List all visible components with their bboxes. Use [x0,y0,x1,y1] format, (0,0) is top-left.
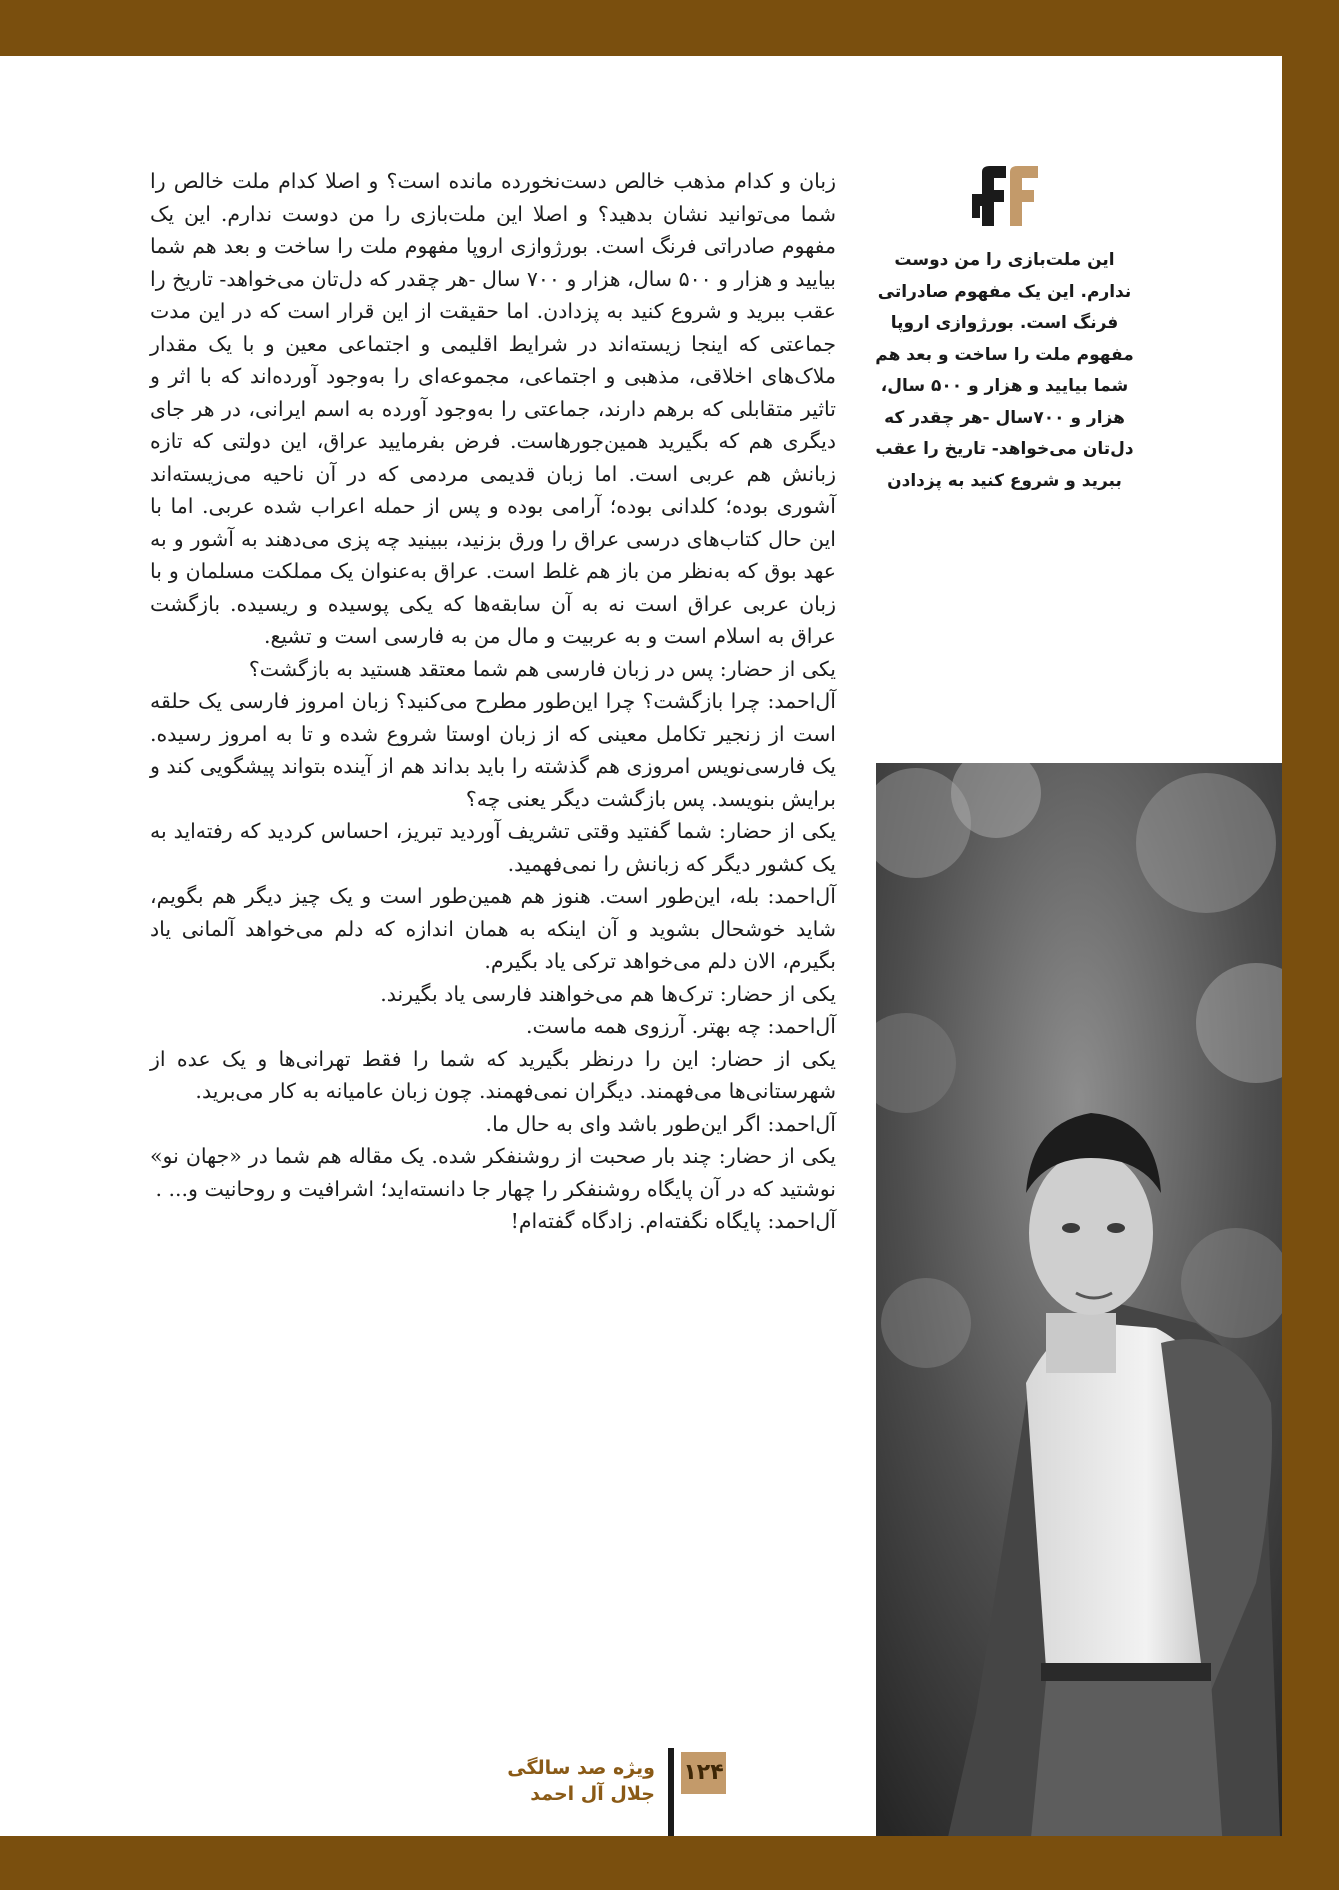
pull-quote-line: مفهوم ملت را ساخت و بعد هم [875,344,1134,365]
pull-quote-line: دل‌تان می‌خواهد- تاریخ را عقب [875,439,1134,459]
magazine-logo-icon [972,166,1040,226]
article-paragraph: آل‌احمد: اگر این‌طور باشد وای به حال ما. [485,1111,836,1136]
pull-quote-line: شما بیایید و هزار و ۵۰۰ سال، [880,376,1129,396]
article-paragraph: یکی از حضار: این را درنظر بگیرید که شما را فقط تهرانی‌ها و یک عده از شهرستانی‌ها می‌فهمند. دیگران نمی‌فهمند. چون زبان عامیانه به کار می‌برید. [150,1046,836,1103]
issue-title-line: ویژه صد سالگی [507,1757,655,1779]
page-number: ۱۲۴ [683,1760,724,1785]
pull-quote [872,245,1137,497]
article-paragraph: آل‌احمد: بله، این‌طور است. هنوز هم همین‌طور است و یک چیز دیگر هم بگویم، شاید خوشحال بشوید و آن اینکه به همان اندازه که دلم می‌خواهد آلمانی یاد بگیرم، الان دلم می‌خواهد ترکی یاد بگیرم. [150,884,836,973]
bottom-frame-bar [0,1836,1339,1890]
right-frame-bar [1282,0,1339,1890]
article-paragraph: یکی از حضار: پس در زبان فارسی هم شما معتقد هستید به بازگشت؟ [248,656,836,681]
article-paragraph: آل‌احمد: پایگاه نگفته‌ام. زادگاه گفته‌ام! [510,1209,836,1233]
pull-quote-line: هزار و ۷۰۰سال -هر چقدر که [884,407,1125,428]
article-paragraph: یکی از حضار: ترک‌ها هم می‌خواهند فارسی یاد بگیرند. [380,981,836,1006]
pull-quote-line: فرنگ است. بورژوازی اروپا [890,313,1119,333]
issue-title-line: جلال آل احمد [530,1783,655,1805]
article-body [150,165,836,1238]
article-paragraph: یکی از حضار: شما گفتید وقتی تشریف آوردید تبریز، احساس کردید که رفته‌اید به یک کشور دیگر که زبانش را نمی‌فهمید. [150,819,836,876]
pull-quote-line: ببرید و شروع کنید به پزدادن [887,470,1122,491]
top-frame-bar [0,0,1339,56]
pull-quote-line: این ملت‌بازی را من دوست [894,250,1115,270]
article-paragraph: یکی از حضار: چند بار صحبت از روشنفکر شده. یک مقاله هم شما در «جهان نو» نوشتید که در آن پایگاه روشنفکر را چهار جا دانسته‌اید؛ اشرافیت و روحانیت و... . [150,1144,836,1201]
article-paragraph: آل‌احمد: چه بهتر. آرزوی همه ماست. [525,1014,836,1038]
article-paragraph: زبان و کدام مذهب خالص دست‌نخورده مانده است؟ و اصلا کدام ملت خالص را شما می‌توانید نشان بدهید؟ و اصلا این ملت‌بازی را من دوست ندارم. این یک مفهوم صادراتی فرنگ است. بورژوازی اروپا مفهوم ملت را ساخت و بعد هم شما بیایید و هزار و ۵۰۰ سال، هزار و ۷۰۰ سال -هر چقدر که دل‌تان می‌خواهد- تاریخ را عقب ببرید و شروع کنید به پزدادن. اما حقیقت از این قرار است که در این مدت جماعتی که اینجا زیسته‌اند در شرایط اقلیمی و اجتماعی معین و با یک مقدار ملاک‌های اخلاقی، مذهبی و اجتماعی، مجموعه‌ای را به‌وجود آورده‌اند که با اثر و تاثیر متقابلی که برهم دارند، جماعتی را به‌وجود آورده به اسم ایرانی، در هر جای دیگری هم که بگیرید همین‌جورهاست. فرض بفرمایید عراق، این دولتی که تازه زبانش هم عربی است. اما زبان قدیمی مردمی که در آن ناحیه می‌زیسته‌اند آشوری بوده؛ کلدانی بوده؛ آرامی بوده و پس از حمله اعراب شده عربی. اما با این حال کتاب‌های درسی عراق را ورق بزنید، ببینید چه پزی می‌دهند به آشور و به عهد بوق که به‌نظر من باز هم غلط است. عراق به‌عنوان یک مملکت مسلمان و با زبان عربی عراق است نه به آن سابقه‌ها که یکی پوسیده و ریسیده. بازگشت عراق به اسلام است و به عربیت و مال من به فارسی است و تشیع. [150,169,837,648]
portrait-photo [876,763,1282,1890]
pull-quote-line: ندارم. این یک مفهوم صادراتی [877,281,1132,302]
article-paragraph: آل‌احمد: چرا بازگشت؟ چرا این‌طور مطرح می‌کنید؟ زبان امروز فارسی یک حلقه است از زنجیر تکامل معینی که از زبان اوستا شروع شده و تا به امروز رسیده. یک فارسی‌نویس امروزی هم گذشته را باید بداند هم از آینده بتواند پیشگویی کند و برایش بنویسد. پس بازگشت دیگر یعنی چه؟ [150,689,836,811]
footer-divider [668,1748,674,1836]
issue-title [470,1755,655,1807]
